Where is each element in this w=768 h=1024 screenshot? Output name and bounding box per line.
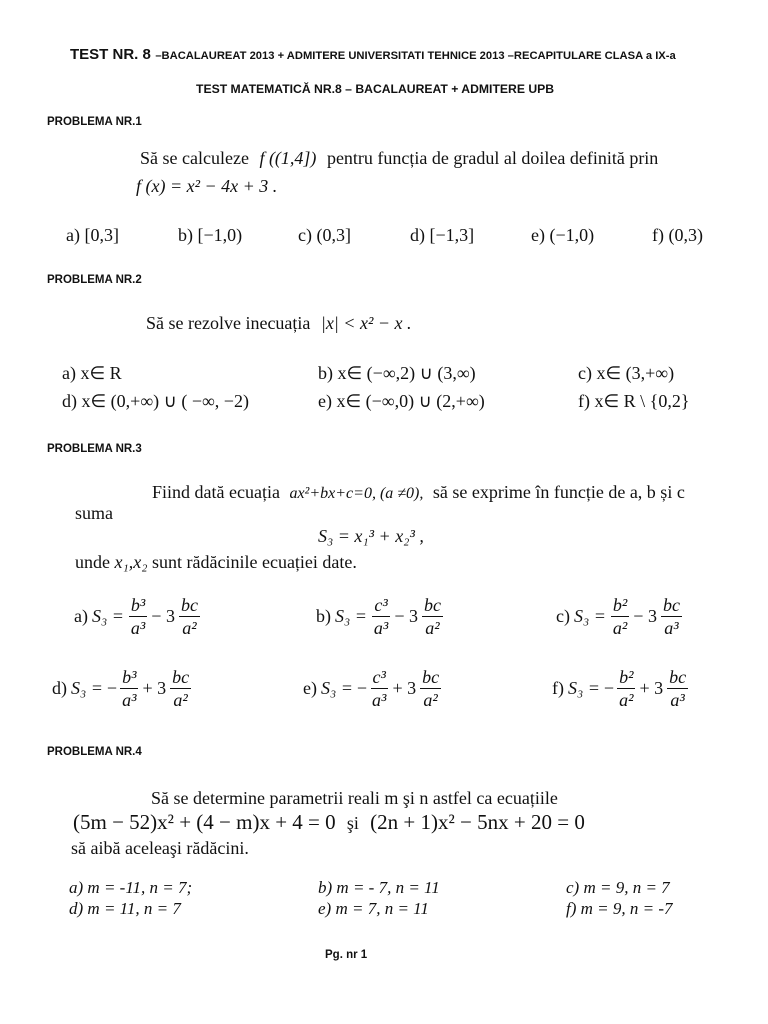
problem-title: PROBLEMA NR.4 — [47, 746, 142, 758]
denominator: a² — [182, 618, 197, 638]
statement-text: suma — [75, 503, 113, 523]
fraction — [420, 668, 441, 709]
answer-option: b) m = - 7, n = 11 — [318, 878, 440, 897]
problem-statement: Să se determine parametrii reali m şi n astfel ca ecuațiile — [151, 788, 558, 808]
statement-text: sunt rădăcinile ecuației date. — [152, 552, 357, 572]
document-header — [70, 46, 676, 64]
numerator: bc — [669, 667, 687, 687]
answer-option — [52, 668, 192, 709]
sum-symbol: S₃ = — [335, 606, 367, 626]
numerator: bc — [423, 595, 441, 615]
fraction — [129, 596, 147, 637]
answer-option: e) (−1,0) — [531, 225, 595, 245]
answer-option: a) [0,3] — [66, 225, 119, 245]
denominator: a² — [423, 690, 438, 710]
numerator: b² — [619, 667, 634, 687]
answer-option: c) (0,3] — [298, 225, 351, 245]
problem-title: PROBLEMA NR.2 — [47, 274, 142, 286]
fraction — [370, 668, 388, 709]
statement-text: Fiind dată ecuația — [152, 482, 280, 502]
fraction — [120, 668, 138, 709]
numerator: b³ — [130, 595, 146, 615]
problem-title: PROBLEMA NR.3 — [47, 443, 142, 455]
answer-option: d) [−1,3] — [410, 225, 475, 245]
numerator: bc — [180, 595, 198, 615]
denominator: a³ — [122, 690, 137, 710]
math-formula: S₃ = x₁³ + x₂³ , — [318, 526, 424, 546]
math-expression: x₁,x₂ — [114, 552, 148, 572]
problem-statement — [75, 552, 357, 573]
denominator: a² — [173, 690, 188, 710]
statement-text: să aibă aceleaşi rădăcini. — [71, 838, 249, 858]
answer-option: e) x∈ (−∞,0) ∪ (2,+∞) — [318, 391, 485, 411]
option-label: b) — [316, 606, 331, 626]
equation-2: (2n + 1)x² − 5nx + 20 = 0 — [370, 810, 585, 834]
numerator: c³ — [374, 595, 388, 615]
numerator: b³ — [122, 667, 137, 687]
answer-option: d) x∈ (0,+∞) ∪ ( −∞, −2) — [62, 391, 249, 411]
math-expression: f ((1,4]) — [259, 148, 317, 168]
fraction — [661, 596, 682, 637]
fraction — [667, 668, 688, 709]
statement-text: Să se calculeze — [140, 148, 249, 168]
answer-option: f) x∈ R \ {0,2} — [578, 391, 690, 411]
fraction — [372, 596, 390, 637]
denominator: a² — [619, 690, 634, 710]
sum-symbol: S₃ = — [320, 678, 353, 698]
page-number: Pg. nr 1 — [325, 949, 368, 961]
test-subtitle: –BACALAUREAT 2013 + ADMITERE UNIVERSITATI TEHNICE 2013 –RECAPITULARE CLASA a IX-a — [155, 50, 676, 62]
answer-option: a) x∈ R — [62, 363, 122, 383]
operator: − 3 — [151, 606, 175, 626]
answer-option: b) [−1,0) — [178, 225, 243, 245]
sum-symbol: S₃ = — [568, 678, 600, 698]
answer-option: f) m = 9, n = -7 — [566, 899, 673, 918]
fraction — [170, 668, 191, 709]
option-label: d) — [52, 678, 67, 698]
numerator: c³ — [372, 667, 386, 687]
numerator: bc — [422, 667, 440, 687]
fraction — [179, 596, 200, 637]
denominator: a³ — [373, 618, 389, 638]
problem-statement — [146, 313, 411, 334]
denominator: a² — [425, 618, 440, 638]
statement-text: pentru funcția de gradul al doilea definită prin — [326, 148, 659, 168]
numerator: bc — [172, 667, 190, 687]
statement-text: să se exprime în funcție de a, b și c — [432, 482, 685, 502]
option-label: f) — [552, 678, 564, 698]
answer-option — [556, 596, 683, 637]
answer-option — [316, 596, 444, 637]
denominator: a³ — [670, 690, 685, 710]
problem-title: PROBLEMA NR.1 — [47, 116, 142, 128]
problem-statement — [140, 148, 658, 169]
answer-option: b) x∈ (−∞,2) ∪ (3,∞) — [318, 363, 476, 383]
fraction — [617, 668, 635, 709]
operator: + 3 — [639, 678, 664, 698]
math-expression: |x| < x² − x . — [320, 313, 412, 333]
numerator: b² — [612, 595, 628, 615]
sign-symbol: − — [106, 678, 118, 698]
conjunction-text: şi — [346, 813, 359, 833]
answer-option: e) m = 7, n = 11 — [318, 899, 429, 918]
operator: − 3 — [633, 606, 657, 626]
answer-option: c) m = 9, n = 7 — [566, 878, 670, 897]
option-label: e) — [303, 678, 317, 698]
denominator: a³ — [664, 618, 679, 638]
statement-text: Să se rezolve inecuația — [146, 313, 311, 333]
answer-option — [303, 668, 442, 709]
equation-1: (5m − 52)x² + (4 − m)x + 4 = 0 — [73, 810, 336, 834]
denominator: a³ — [130, 618, 146, 638]
math-expression: ax²+bx+c=0, (a ≠0), — [289, 485, 424, 502]
answer-option — [74, 596, 201, 637]
sum-symbol: S₃ = — [573, 606, 606, 626]
problem-equations — [73, 810, 585, 835]
answer-option: d) m = 11, n = 7 — [69, 899, 181, 918]
option-label: a) — [74, 606, 88, 626]
answer-option: f) (0,3) — [652, 225, 703, 245]
answer-option: a) m = -11, n = 7; — [69, 878, 193, 897]
answer-option — [552, 668, 689, 709]
statement-text: unde — [75, 552, 110, 572]
test-heading: TEST MATEMATICĂ NR.8 – BACALAUREAT + ADMITERE UPB — [196, 82, 555, 96]
sum-symbol: S₃ = — [71, 678, 103, 698]
option-label: c) — [556, 606, 570, 626]
test-title: TEST NR. 8 — [70, 46, 151, 63]
sum-symbol: S₃ = — [91, 606, 124, 626]
answer-option: c) x∈ (3,+∞) — [578, 363, 675, 383]
operator: + 3 — [142, 678, 167, 698]
numerator: bc — [662, 595, 680, 615]
sign-symbol: − — [603, 678, 615, 698]
operator: − 3 — [394, 606, 418, 626]
problem-statement — [152, 482, 685, 503]
math-formula: f (x) = x² − 4x + 3 . — [136, 176, 278, 196]
denominator: a² — [612, 618, 628, 638]
denominator: a³ — [372, 690, 387, 710]
fraction — [611, 596, 629, 637]
fraction — [422, 596, 443, 637]
sign-symbol: − — [356, 678, 368, 698]
operator: + 3 — [392, 678, 417, 698]
